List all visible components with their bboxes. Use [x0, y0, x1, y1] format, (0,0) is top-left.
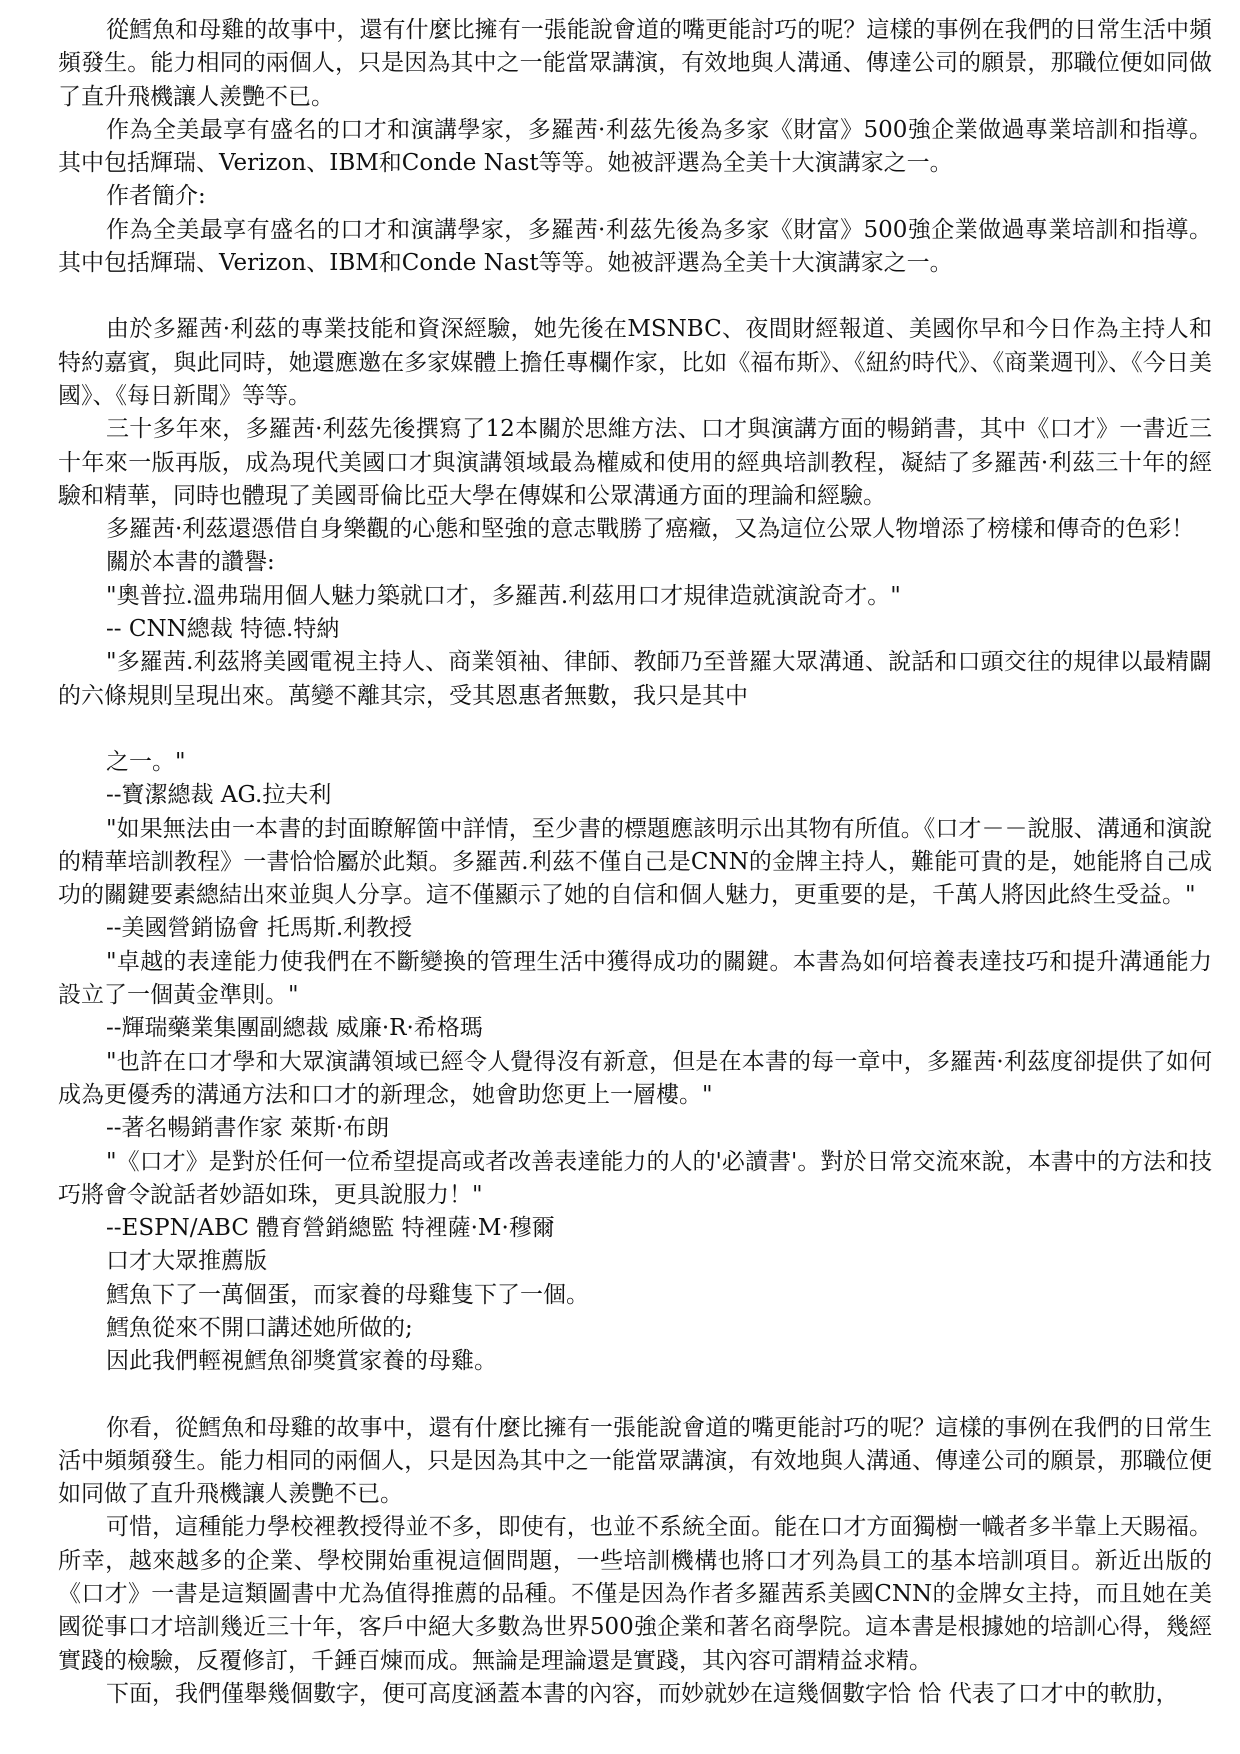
paragraph-media-career: 由於多羅茜·利茲的專業技能和資深經驗，她先後在MSNBC、夜間財經報道、美國你早和今日作為主持人和特約嘉賓，與此同時，她還應邀在多家媒體上擔任專欄作家，比如《福布斯》、《紐約時代》、《商業週刊》、《今日美國》、《每日新聞》等等。 [58, 316, 1212, 409]
heading-author-bio: 作者簡介: [106, 183, 206, 210]
paragraph-author-reputation: 作為全美最享有盛名的口才和演講學家，多羅茜·利茲先後為多家《財富》500強企業做過專業培訓和指導。其中包括輝瑞、Verizon、IBM和Conde Nast等等。她被評選為全美十大演講家之一。 [58, 116, 1212, 177]
paragraph-author-bio: 作為全美最享有盛名的口才和演講學家，多羅茜·利茲先後為多家《財富》500強企業做過專業培訓和指導。其中包括輝瑞、Verizon、IBM和Conde Nast等等。她被評選為全美十大演講家之一。 [58, 216, 1212, 277]
heading-praise: 關於本書的讚譽: [106, 549, 275, 576]
quote-4: "卓越的表達能力使我們在不斷變換的管理生活中獲得成功的關鍵。本書為如何培養表達技巧和提升溝通能力設立了一個黃金準則。" [58, 948, 1212, 1009]
quote-3-attribution: --美國營銷協會 托馬斯.利教授 [106, 915, 413, 942]
quote-6: "《口才》是對於任何一位希望提高或者改善表達能力的人的'必讀書'。對於日常交流來說，本書中的方法和技巧將會令說話者妙語如珠，更具說服力！" [58, 1148, 1212, 1208]
quote-3: "如果無法由一本書的封面瞭解箇中詳情，至少書的標題應該明示出其物有所值。《口才－－說服、溝通和演說的精華培訓教程》一書恰恰屬於此類。多羅茜.利茲不僅自己是CNN的金牌主持人，難能可貴的是，她能將自己成功的關鍵要素總結出來並與人分享。這不僅顯示了她的自信和個人魅力，更重要的是，千萬人將因此終生受益。" [58, 815, 1212, 909]
heading-recommended-edition: 口才大眾推薦版 [106, 1248, 267, 1275]
poem-line-3: 因此我們輕視鱈魚卻獎賞家養的母雞。 [106, 1348, 497, 1375]
paragraph-numbers-intro: 下面，我們僅舉幾個數字，便可高度涵蓋本書的內容，而妙就妙在這幾個數字恰 恰 代表了口才中的軟肋， [106, 1680, 1179, 1707]
poem-line-2: 鱈魚從來不開口講述她所做的; [106, 1314, 413, 1341]
quote-6-attribution: --ESPN/ABC 體育營銷總監 特裡薩·M·穆爾 [106, 1215, 555, 1242]
quote-5: "也許在口才學和大眾演講領域已經令人覺得沒有新意，但是在本書的每一章中，多羅茜·利茲度卻提供了如何成為更優秀的溝通方法和口才的新理念，她會助您更上一層樓。" [58, 1048, 1212, 1108]
quote-2: "多羅茜.利茲將美國電視主持人、商業領袖、律師、教師乃至普羅大眾溝通、說話和口頭交往的規律以最精闢的六條規則呈現出來。萬變不離其宗，受其恩惠者無數，我只是其中 [58, 649, 1212, 709]
paragraph-intro-story: 從鱈魚和母雞的故事中，還有什麼比擁有一張能說會道的嘴更能討巧的呢？這樣的事例在我們的日常生活中頻頻發生。能力相同的兩個人，只是因為其中之一能當眾講演，有效地與人溝通、傳達公司的願景，那職位便如同做了直升飛機讓人羨艷不已。 [58, 17, 1212, 110]
poem-line-1: 鱈魚下了一萬個蛋，而家養的母雞隻下了一個。 [106, 1281, 589, 1308]
quote-5-attribution: --著名暢銷書作家 萊斯·布朗 [106, 1115, 390, 1142]
quote-2-attribution: --寶潔總裁 AG.拉夫利 [106, 782, 332, 809]
quote-1: "奧普拉.溫弗瑞用個人魅力築就口才，多羅茜.利茲用口才規律造就演說奇才。" [106, 582, 901, 609]
paragraph-cancer: 多羅茜·利茲還憑借自身樂觀的心態和堅強的意志戰勝了癌癥，又為這位公眾人物增添了榜樣和傳奇的色彩！ [106, 516, 1195, 543]
quote-1-attribution: -- CNN總裁 特德.特納 [106, 616, 340, 643]
paragraph-books: 三十多年來，多羅茜·利茲先後撰寫了12本關於思維方法、口才與演講方面的暢銷書，其中《口才》一書近三十年來一版再版，成為現代美國口才與演講領域最為權威和使用的經典培訓教程，凝結了多羅茜·利茲三十年的經驗和精華，同時也體現了美國哥倫比亞大學在傳媒和公眾溝通方面的理論和經驗。 [58, 416, 1212, 509]
quote-4-attribution: --輝瑞藥業集團副總裁 威廉·R·希格瑪 [106, 1015, 483, 1042]
quote-2-continued: 之一。" [106, 748, 186, 775]
paragraph-story-repeat: 你看，從鱈魚和母雞的故事中，還有什麼比擁有一張能說會道的嘴更能討巧的呢？這樣的事例在我們的日常生活中頻頻發生。能力相同的兩個人，只是因為其中之一能當眾講演，有效地與人溝通、傳達公司的願景，那職位便如同做了直升飛機讓人羨艷不已。 [58, 1414, 1212, 1508]
paragraph-training-scarcity: 可惜，這種能力學校裡教授得並不多，即使有，也並不系統全面。能在口才方面獨樹一幟者多半靠上天賜福。所幸，越來越多的企業、學校開始重視這個問題，一些培訓機構也將口才列為員工的基本培訓項目。新近出版的《口才》一書是這類圖書中尤為值得推薦的品種。不僅是因為作者多羅茜系美國CNN的金牌女主持，而且她在美國從事口才培訓幾近三十年，客戶中絕大多數為世界500強企業和著名商學院。這本書是根據她的培訓心得，幾經實踐的檢驗，反覆修訂，千錘百煉而成。無論是理論還是實踐，其內容可謂精益求精。 [58, 1514, 1212, 1674]
